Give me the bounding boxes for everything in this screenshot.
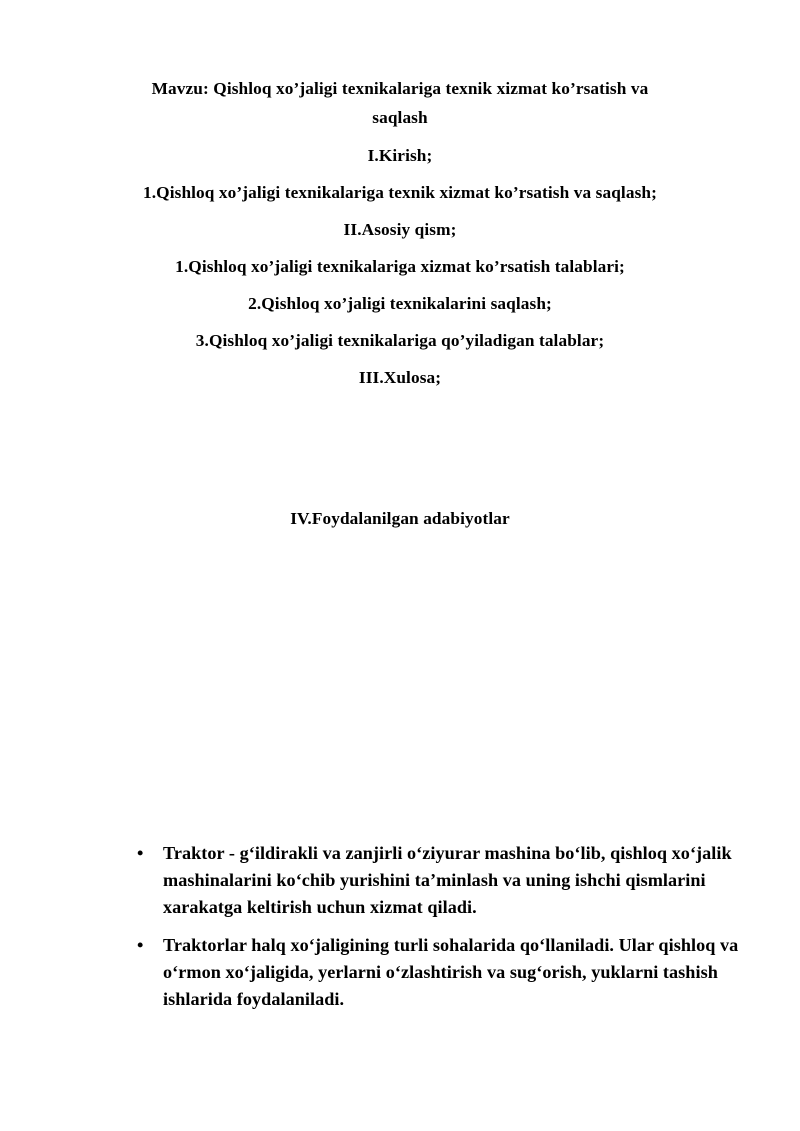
outline-entry-1-kirish-sub: 1.Qishloq xo’jaligi texnikalariga texnik xizmat ko’rsatish va saqlash; bbox=[143, 183, 657, 202]
outline-entry-xulosa: III.Xulosa; bbox=[358, 368, 442, 387]
outline-block bbox=[122, 74, 678, 804]
list-item-text: Traktor - gʻildirakli va zanjirli oʻziyurar mashina boʻlib, qishloq xoʻjalik mashinalarini koʻchib yurishini taʼminlash va uning ishchi qismlarini xarakatga keltirish uchun xizmat qiladi. bbox=[163, 843, 732, 917]
list-item-text: Traktorlar halq xoʻjaligining turli sohalarida qoʻllaniladi. Ular qishloq va oʻrmon xoʻjaligida, yerlarni oʻzlashtirish va sugʻorish, yuklarni tashish ishlarida foydalaniladi. bbox=[163, 935, 739, 1009]
list-item bbox=[122, 932, 742, 1013]
blank-space-lower bbox=[122, 542, 678, 804]
outline-entry-2-saqlash: 2.Qishloq xo’jaligi texnikalarini saqlash; bbox=[248, 294, 552, 313]
blank-space-upper bbox=[122, 400, 678, 504]
outline-entry-foydalanilgan-adabiyotlar: IV.Foydalanilgan adabiyotlar bbox=[290, 509, 510, 528]
bullet-marker-icon: • bbox=[137, 935, 144, 955]
bullet-marker-icon: • bbox=[137, 843, 144, 863]
list-item bbox=[122, 840, 742, 921]
outline-entry-3-qoyiladigan-talablar: 3.Qishloq xo’jaligi texnikalariga qo’yiladigan talablar; bbox=[195, 331, 605, 350]
outline-entry-1-xizmat-talablari: 1.Qishloq xo’jaligi texnikalariga xizmat ko’rsatish talablari; bbox=[175, 257, 625, 276]
outline-entry-asosiy-qism: II.Asosiy qism; bbox=[343, 220, 457, 239]
bullet-list bbox=[122, 840, 742, 1013]
document-title: Mavzu: Qishloq xo’jaligi texnikalariga texnik xizmat ko’rsatish va saqlash bbox=[151, 79, 649, 127]
outline-entry-kirish: I.Kirish; bbox=[367, 146, 433, 165]
